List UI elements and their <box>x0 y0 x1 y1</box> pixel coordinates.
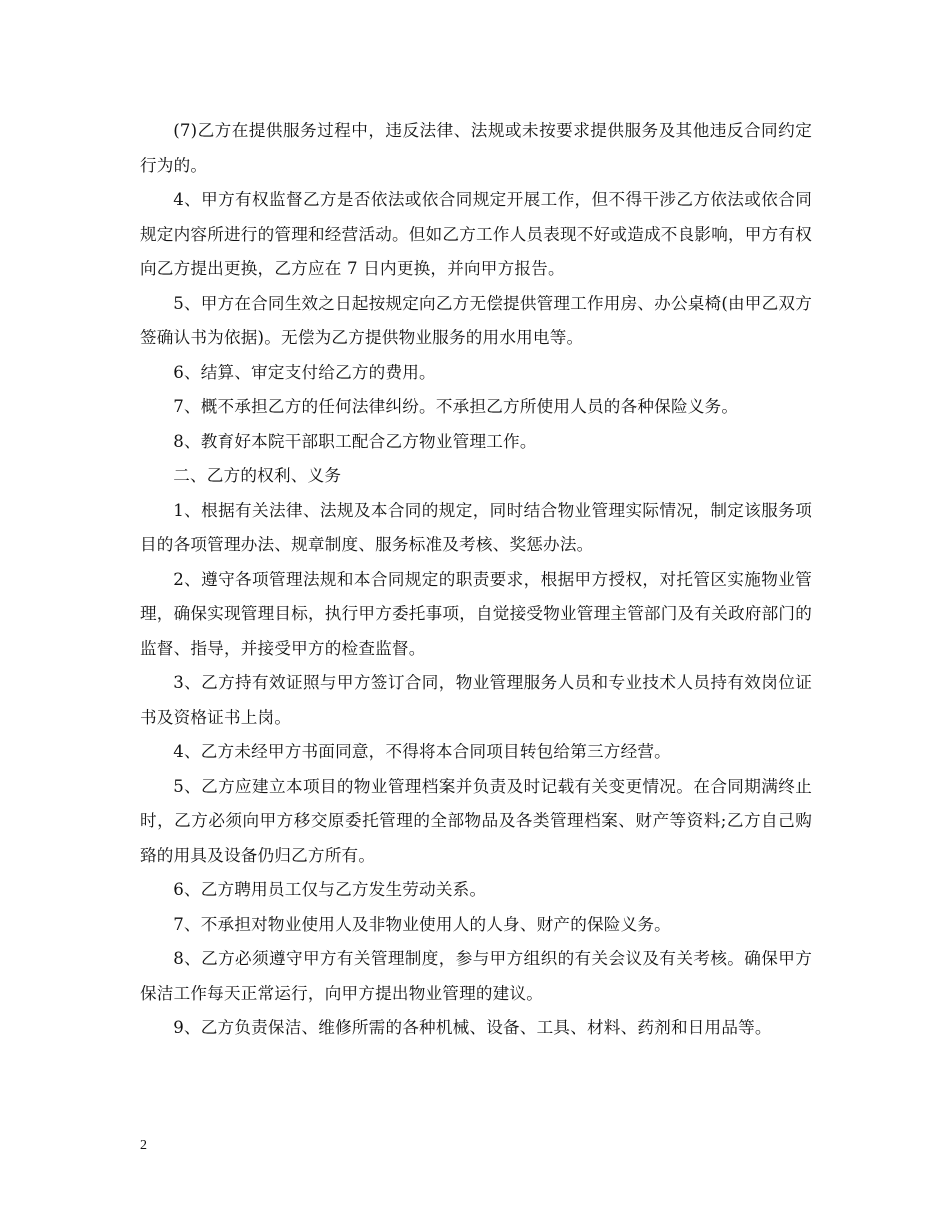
paragraph: 9、乙方负责保洁、维修所需的各种机械、设备、工具、材料、药剂和日用品等。 <box>173 1018 772 1037</box>
paragraph: 1、根据有关法律、法规及本合同的规定，同时结合物业管理实际情况，制定该服务项目的各项管理办法、规章制度、服务标准及考核、奖惩办法。 <box>140 500 812 554</box>
paragraph: 8、乙方必须遵守甲方有关管理制度，参与甲方组织的有关会议及有关考核。确保甲方保洁工作每天正常运行，向甲方提出物业管理的建议。 <box>140 949 812 1003</box>
paragraph: 5、乙方应建立本项目的物业管理档案并负责及时记载有关变更情况。在合同期满终止时，乙方必须向甲方移交原委托管理的全部物品及各类管理档案、财产等资料;乙方自己购臵的用具及设备仍归乙方所有。 <box>140 776 812 865</box>
paragraph: 7、概不承担乙方的任何法律纠纷。不承担乙方所使用人员的各种保险义务。 <box>173 397 739 416</box>
paragraph: 4、乙方未经甲方书面同意，不得将本合同项目转包给第三方经营。 <box>173 742 671 761</box>
paragraph: 7、不承担对物业使用人及非物业使用人的人身、财产的保险义务。 <box>173 914 671 934</box>
paragraph: 3、乙方持有效证照与甲方签订合同，物业管理服务人员和专业技术人员持有效岗位证书及资格证书上岗。 <box>140 673 812 727</box>
page-number: 2 <box>140 1138 147 1153</box>
section-heading: 二、乙方的权利、义务 <box>173 466 342 485</box>
paragraph: 5、甲方在合同生效之日起按规定向乙方无偿提供管理工作用房、办公桌椅(由甲乙双方签确认书为依据)。无偿为乙方提供物业服务的用水用电等。 <box>140 293 812 347</box>
paragraph: 6、结算、审定支付给乙方的费用。 <box>173 362 436 382</box>
paragraph: 4、甲方有权监督乙方是否依法或依合同规定开展工作，但不得干涉乙方依法或依合同规定内容所进行的管理和经营活动。但如乙方工作人员表现不好或造成不良影响，甲方有权向乙方提出更换，乙方应在 7 日内更换，并向甲方报告。 <box>140 190 812 278</box>
paragraph: (7)乙方在提供服务过程中，违反法律、法规或未按要求提供服务及其他违反合同约定行为的。 <box>140 121 812 175</box>
document-body <box>140 114 812 1046</box>
paragraph: 6、乙方聘用员工仅与乙方发生劳动关系。 <box>173 880 487 899</box>
paragraph: 8、教育好本院干部职工配合乙方物业管理工作。 <box>173 431 537 451</box>
paragraph: 2、遵守各项管理法规和本合同规定的职责要求，根据甲方授权，对托管区实施物业管理，确保实现管理目标，执行甲方委托事项，自觉接受物业管理主管部门及有关政府部门的监督、指导，并接受甲方的检查监督。 <box>140 569 812 658</box>
